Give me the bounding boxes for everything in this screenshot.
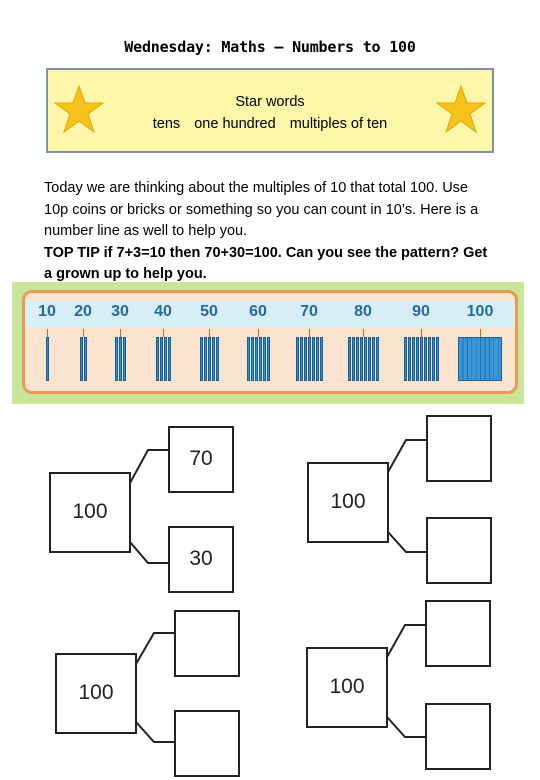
- number-line-tick: [163, 329, 164, 337]
- bond-whole: 100: [329, 675, 365, 698]
- number-line-label: 70: [300, 303, 318, 320]
- ten-rod: [255, 337, 258, 381]
- ten-rod: [404, 337, 407, 381]
- ten-rod: [320, 337, 323, 381]
- ten-rod: [360, 337, 363, 381]
- number-line-label: 60: [249, 303, 267, 320]
- ten-rod: [352, 337, 355, 381]
- bond-whole: 100: [330, 490, 366, 513]
- ten-rod: [432, 337, 435, 381]
- number-line-label: 50: [200, 303, 218, 320]
- star-words-heading: Star words: [235, 94, 305, 110]
- ten-rod: [259, 337, 262, 381]
- number-line-tick: [209, 329, 210, 337]
- number-line-tick: [363, 329, 364, 337]
- ten-rod: [80, 337, 83, 381]
- star-icon: [436, 84, 486, 136]
- number-line-tick: [120, 329, 121, 337]
- hundred-square: [458, 337, 502, 381]
- ten-rod: [156, 337, 159, 381]
- star-word: multiples of ten: [289, 116, 388, 132]
- ten-rod: [267, 337, 270, 381]
- ten-rod: [200, 337, 203, 381]
- ten-rod: [164, 337, 167, 381]
- ten-rod: [208, 337, 211, 381]
- number-line-tick: [421, 329, 422, 337]
- ten-rod: [123, 337, 126, 381]
- number-line-label: 30: [111, 303, 129, 320]
- intro-text: [44, 178, 494, 286]
- bond-part: 70: [189, 447, 213, 470]
- number-line-panel: [22, 290, 518, 394]
- number-line-tick: [258, 329, 259, 337]
- number-line-tick: [309, 329, 310, 337]
- page-title: Wednesday: Maths – Numbers to 100: [124, 38, 416, 56]
- ten-rod: [416, 337, 419, 381]
- ten-rod: [312, 337, 315, 381]
- ten-rod: [46, 337, 49, 381]
- ten-rod: [376, 337, 379, 381]
- bond-whole: 100: [72, 500, 108, 523]
- intro-paragraph: Today we are thinking about the multiples of 10 that total 100. Use 10p coins or bricks or something so you can count in 10’s. Here is a number line as well to help you.: [44, 180, 479, 239]
- ten-rod: [364, 337, 367, 381]
- ten-rod: [216, 337, 219, 381]
- number-line-label: 90: [412, 303, 430, 320]
- ten-rod: [304, 337, 307, 381]
- number-line-tick: [83, 329, 84, 337]
- top-tip: TOP TIP if 7+3=10 then 70+30=100. Can you see the pattern? Get a grown up to help you.: [44, 244, 488, 282]
- ten-rod: [420, 337, 423, 381]
- ten-rod: [115, 337, 118, 381]
- ten-rod: [372, 337, 375, 381]
- number-line-label: 40: [154, 303, 172, 320]
- number-line-tick: [47, 329, 48, 337]
- number-line-label: 10: [38, 303, 56, 320]
- star-words-box: [46, 68, 494, 153]
- ten-rod: [296, 337, 299, 381]
- ten-rod: [424, 337, 427, 381]
- ten-rod: [316, 337, 319, 381]
- star-word: one hundred: [194, 116, 276, 132]
- number-line-image: [12, 282, 524, 404]
- ten-rod: [247, 337, 250, 381]
- star-word: tens: [152, 116, 181, 132]
- ten-rod: [348, 337, 351, 381]
- ten-rod: [356, 337, 359, 381]
- ten-rod: [204, 337, 207, 381]
- number-line-tick: [480, 329, 481, 337]
- bond-whole: 100: [78, 681, 114, 704]
- ten-rod: [428, 337, 431, 381]
- ten-rod: [300, 337, 303, 381]
- star-words-list: [48, 116, 492, 132]
- ten-rod: [368, 337, 371, 381]
- ten-rod: [408, 337, 411, 381]
- ten-rod: [119, 337, 122, 381]
- number-line-band: [25, 301, 515, 327]
- ten-rod: [308, 337, 311, 381]
- bond-part: 30: [189, 547, 213, 570]
- ten-rod: [84, 337, 87, 381]
- ten-rod: [212, 337, 215, 381]
- number-line-label: 100: [466, 303, 494, 320]
- ten-rod: [160, 337, 163, 381]
- ten-rod: [412, 337, 415, 381]
- number-line-label: 20: [74, 303, 92, 320]
- ten-rod: [263, 337, 266, 381]
- number-line-label: 80: [354, 303, 372, 320]
- ten-rod: [168, 337, 171, 381]
- ten-rod: [251, 337, 254, 381]
- ten-rod: [436, 337, 439, 381]
